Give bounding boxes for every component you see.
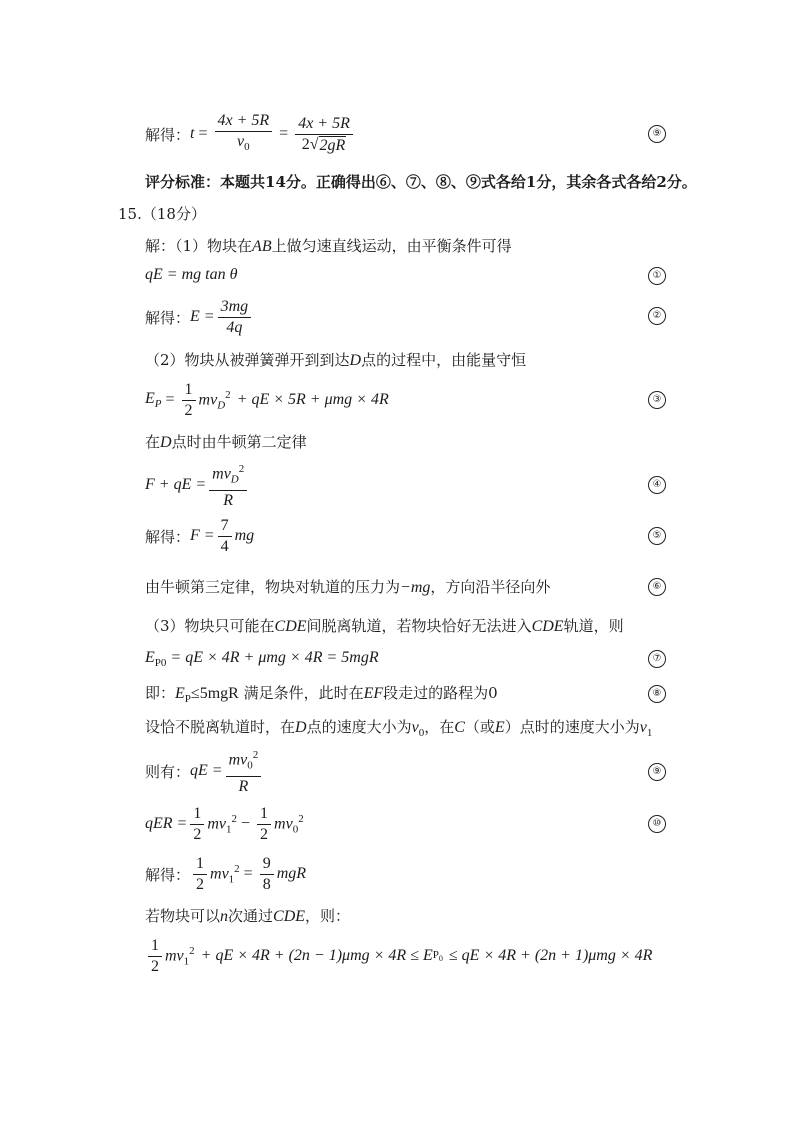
fraction: $\frac{1}{2}$ — [190, 805, 204, 844]
fraction: $\frac{4x + 5R}{v_0}$ — [215, 112, 273, 156]
equation-number: ⑥ — [648, 578, 666, 596]
equation-t: 解得： t = $\frac{4x + 5R}{v_0}$ = 4x + 5R 2 √ 2gR — [145, 112, 356, 156]
equation-number: ④ — [648, 476, 666, 494]
speed-definition: 设恰不脱离轨道时，在D点的速度大小为$v_0$，在C（或E）点时的速度大小为$v_1$ — [145, 718, 653, 740]
equation-number: ② — [648, 307, 666, 325]
solve-label: 解得： — [145, 308, 191, 327]
newton-third-law: 由牛顿第三定律，物块对轨道的压力为−mg，方向沿半径向外 — [145, 578, 551, 596]
equation-2: 解得： E = $\frac{3mg}{4q}$ — [145, 295, 254, 339]
fraction: $\frac{1}{2}$ — [193, 855, 207, 894]
n-passes-statement: 若物块可以n次通过CDE，则： — [145, 907, 351, 925]
condition-statement: 即：$E_P\le 5mgR$ 满足条件，此时在EF段走过的路程为0 — [145, 684, 498, 706]
solve-label: 解得： — [145, 527, 191, 546]
fraction: $\frac{mv_D^2}{R}$ — [209, 460, 247, 510]
equation-number: ① — [648, 267, 666, 285]
fraction: $\frac{9}{8}$ — [260, 855, 274, 894]
fraction: $\frac{1}{2}$ — [148, 937, 162, 976]
solve-label: 解得： — [145, 125, 191, 144]
fraction: $\frac{1}{2}$ — [182, 381, 196, 420]
equation-4: F + qE = $\frac{mv_D^2}{R}$ — [145, 462, 250, 508]
equation-9: 则有： qE = $\frac{mv_0^2}{R}$ — [145, 748, 264, 794]
newton-second-law: 在D点时由牛顿第二定律 — [145, 433, 307, 451]
equation-number: ⑤ — [648, 527, 666, 545]
equation-number: ③ — [648, 391, 666, 409]
eq-var: t — [190, 125, 195, 142]
problem-header: 15.（18分） — [118, 205, 206, 223]
fraction: $\frac{1}{2}$ — [257, 805, 271, 844]
equation-number: ⑩ — [648, 815, 666, 833]
equation-result: 解得： $\frac{1}{2}$ $mv_1^2$ = $\frac{9}{8}$ mgR — [145, 854, 307, 893]
fraction: $\frac{7}{4}$ — [218, 517, 232, 556]
equation-number: ⑦ — [648, 650, 666, 668]
equation-number: ⑧ — [648, 685, 666, 703]
fraction: $\frac{3mg}{4q}$ — [218, 298, 252, 337]
equation-inequality: $\frac{1}{2}$ $mv_1^2$ + qE × 4R + (2n − 1)μmg × 4R ≤ E $P_0$ ≤ qE × 4R + (2n + 1)μmg × 4R — [145, 934, 652, 978]
fraction: 4x + 5R 2 √ 2gR — [295, 115, 353, 154]
part-3-intro: （3）物块只可能在CDE间脱离轨道，若物块恰好无法进入CDE轨道，则 — [145, 617, 624, 635]
equation-1: qE = mg tan θ — [145, 266, 238, 283]
equation-5: 解得： F = $\frac{7}{4}$ mg — [145, 516, 255, 555]
solution-intro: 解：（1）物块在AB上做匀速直线运动，由平衡条件可得 — [145, 237, 512, 255]
equation-number: ⑨ — [648, 125, 666, 143]
equation-10: qER = $\frac{1}{2}$ $mv_1^2$ − $\frac{1}{2}$ $mv_0^2$ — [145, 804, 304, 843]
fraction: $\frac{mv_0^2}{R}$ — [226, 746, 262, 796]
part-2-intro: （2）物块从被弹簧弹开到到达D点的过程中，由能量守恒 — [145, 351, 527, 369]
grading-standard: 评分标准：本题共14分。正确得出⑥、⑦、⑧、⑨式各给1分，其余各式各给2分。 — [145, 173, 697, 191]
equation-7: $E_{P0}$ = qE × 4R + μmg × 4R = 5mgR — [145, 649, 379, 670]
equation-3: $E_P$ = $\frac{1}{2}$ $mv_D^2$ + qE × 5R + μmg × 4R — [145, 380, 389, 419]
equation-number: ⑨ — [648, 763, 666, 781]
